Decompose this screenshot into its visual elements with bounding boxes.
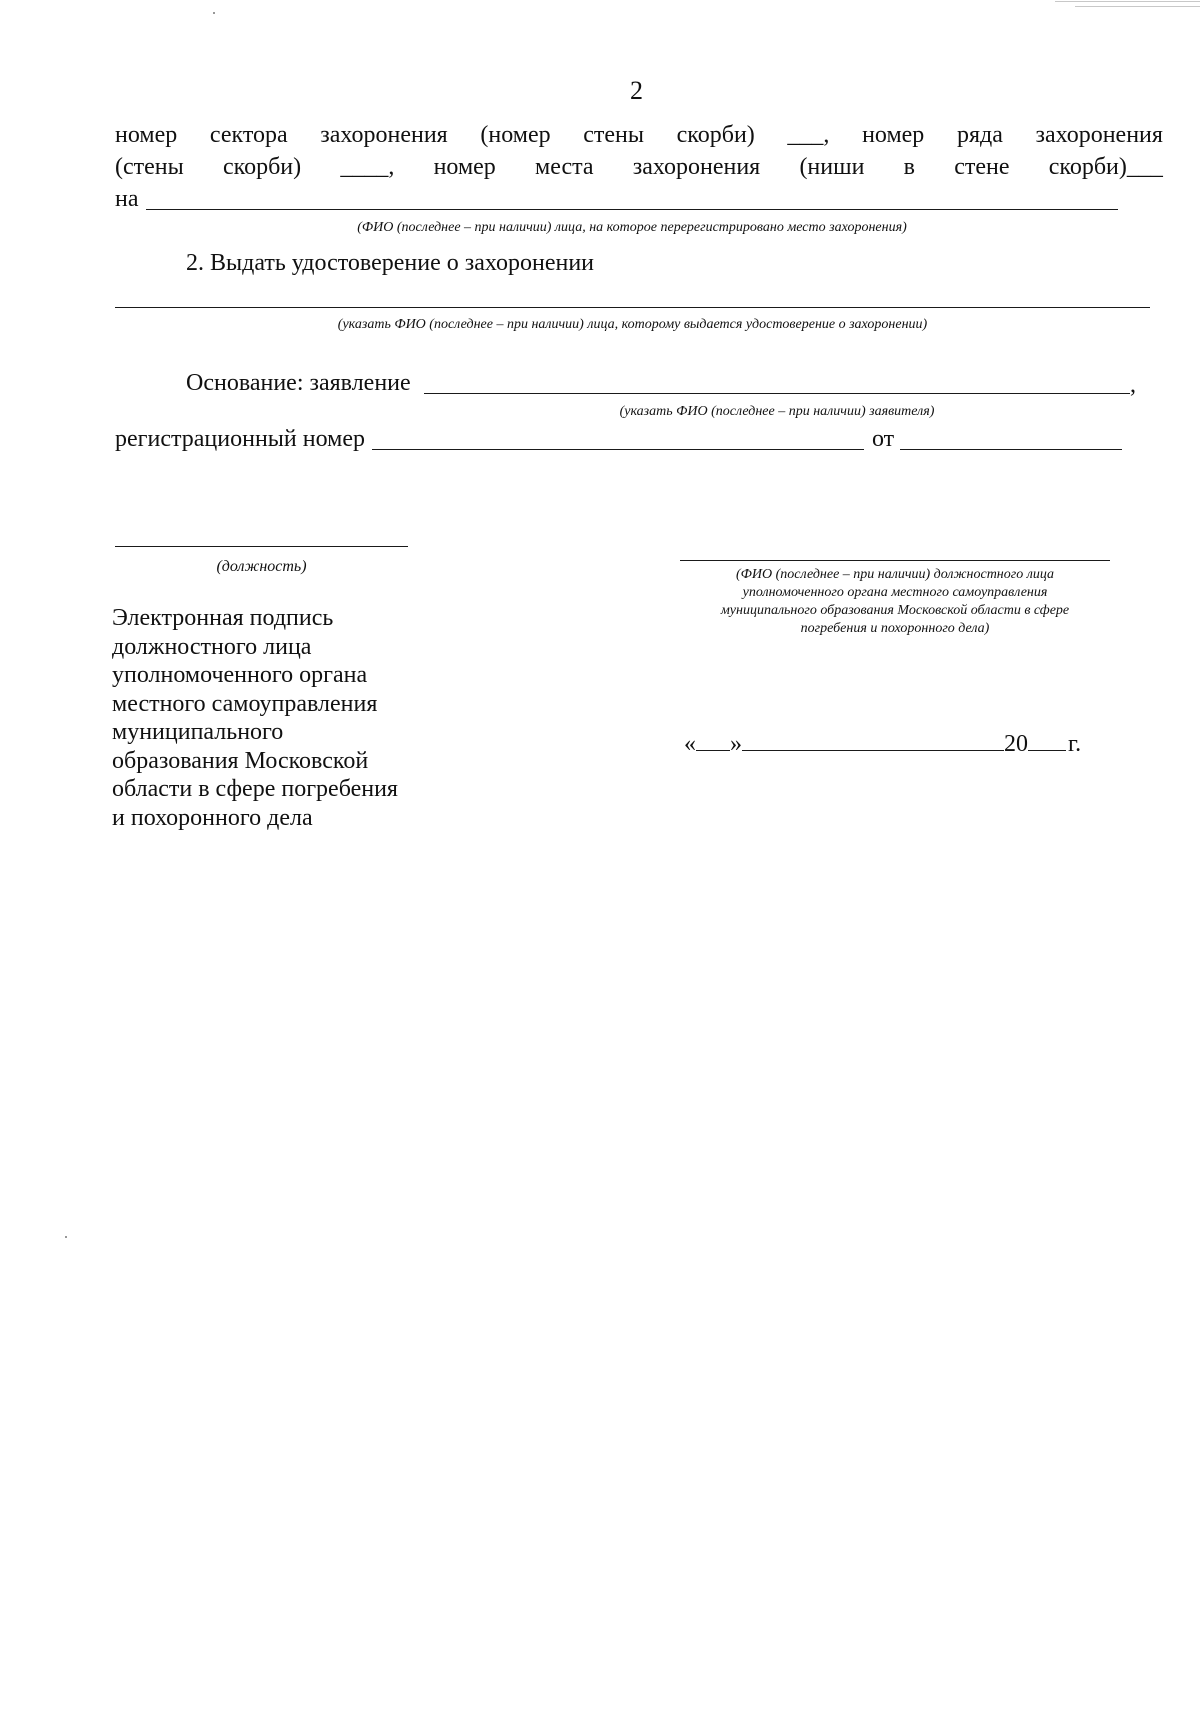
caption-line: (ФИО (последнее – при наличии) должностного лица <box>736 567 1054 582</box>
year-field[interactable] <box>1028 728 1066 751</box>
reg-number-field[interactable] <box>372 449 864 450</box>
caption-line: погребения и похоронного дела) <box>800 621 990 636</box>
word: стене <box>954 154 1010 180</box>
year-suffix: г. <box>1068 731 1082 757</box>
word: ряда <box>956 122 1003 148</box>
page-number: 2 <box>630 76 643 105</box>
word: сектора <box>209 122 288 148</box>
word: стены <box>583 122 644 148</box>
word: захоронения <box>320 122 448 148</box>
word: скорби) <box>222 154 302 180</box>
scan-speck <box>213 12 215 14</box>
basis-comma: , <box>1130 372 1136 398</box>
from-label: от <box>872 426 895 452</box>
signature-date <box>684 728 1081 759</box>
reg-number-label: регистрационный номер <box>115 426 365 452</box>
word: (ниши <box>799 154 865 180</box>
basis-label: Основание: заявление <box>186 370 411 396</box>
word: номер <box>433 154 496 180</box>
applicant-field[interactable] <box>424 393 1130 394</box>
position-field[interactable] <box>115 546 408 547</box>
paragraph1-row1 <box>115 120 1163 150</box>
e-signature-line: местного самоуправления <box>112 690 378 717</box>
position-caption: (должность) <box>216 558 307 575</box>
e-signature-line: муниципального <box>112 719 284 745</box>
official-fio-caption <box>660 566 1130 638</box>
reg-date-field[interactable] <box>900 449 1122 450</box>
scan-edge-mark <box>1075 6 1200 7</box>
word: номер <box>862 122 925 148</box>
official-fio-field[interactable] <box>680 560 1110 561</box>
date-open-quote: « <box>684 731 696 757</box>
e-signature-block <box>112 604 432 832</box>
sector-wall-blank[interactable]: ___, <box>787 122 830 148</box>
certificate-recipient-caption: (указать ФИО (последнее – при наличии) лица, которому выдается удостоверение о захоронении) <box>337 317 928 332</box>
e-signature-line: образования Московской <box>112 747 369 774</box>
word: (номер <box>480 122 551 148</box>
word: захоронения <box>1035 122 1163 148</box>
applicant-caption: (указать ФИО (последнее – при наличии) заявителя) <box>619 404 935 419</box>
certificate-recipient-field[interactable] <box>115 307 1150 308</box>
e-signature-line: области в сфере погребения <box>112 776 398 802</box>
word: номер <box>115 122 178 148</box>
item2-text: 2. Выдать удостоверение о захоронении <box>186 250 595 276</box>
caption-line: муниципального образования Московской области в сфере <box>720 603 1070 618</box>
word: в <box>903 154 916 180</box>
scan-speck <box>65 1236 67 1238</box>
date-close-quote: » <box>730 731 742 757</box>
reregistered-person-caption: (ФИО (последнее – при наличии) лица, на которое перерегистрировано место захоронения) <box>357 220 907 235</box>
reregistered-person-field[interactable] <box>146 209 1118 210</box>
row3-prefix: на <box>115 186 139 212</box>
row-number-blank[interactable]: ____, <box>340 154 395 180</box>
e-signature-line: уполномоченного органа <box>112 662 368 688</box>
word: захоронения <box>632 154 761 180</box>
scan-edge-mark <box>1055 1 1200 2</box>
place-number-blank[interactable]: скорби)___ <box>1048 154 1163 180</box>
word: места <box>535 154 594 180</box>
e-signature-line: и похоронного дела <box>112 804 313 831</box>
year-prefix: 20 <box>1004 731 1028 757</box>
paragraph1-row2 <box>115 152 1163 182</box>
e-signature-line: должностного лица <box>112 633 312 660</box>
word: скорби) <box>676 122 755 148</box>
word: (стены <box>115 154 184 180</box>
e-signature-line: Электронная подпись <box>112 605 334 631</box>
month-field[interactable] <box>742 728 1004 751</box>
day-field[interactable] <box>696 728 730 751</box>
caption-line: уполномоченного органа местного самоуправления <box>742 585 1048 600</box>
